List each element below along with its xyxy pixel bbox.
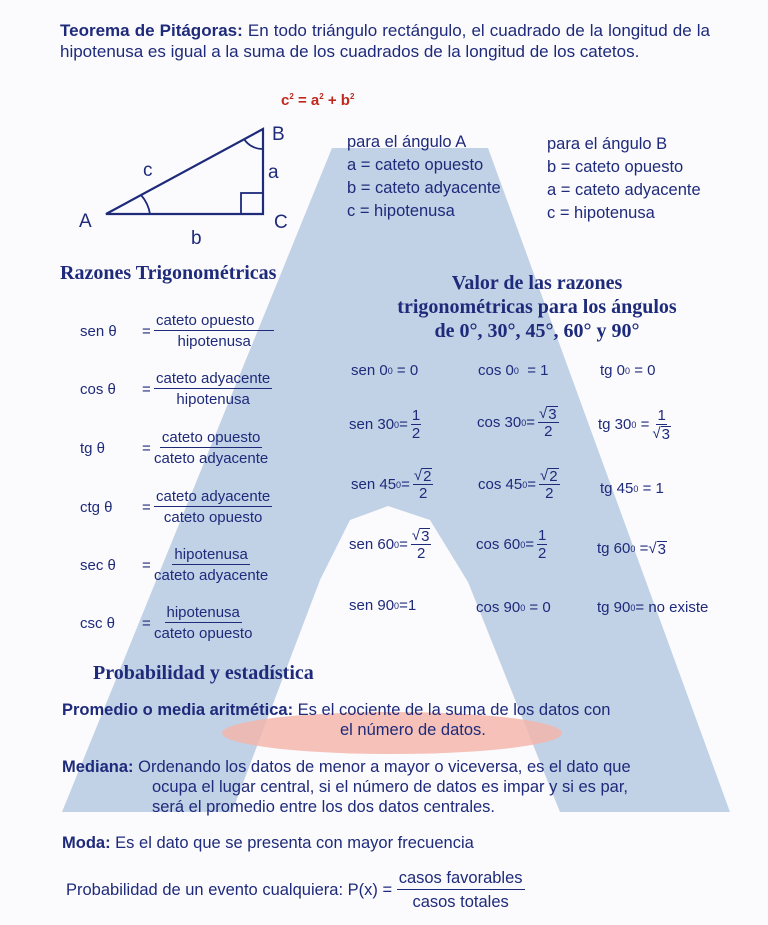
valores-heading: Valor de las razones trigonométricas para los ángulos de 0°, 30°, 45°, 60° y 90° [397, 272, 677, 342]
pythagoras-formula: $c^2 = a^2 + b^2$ [281, 92, 355, 109]
vertex-c-label: C [274, 212, 288, 233]
vertex-a-label: A [79, 211, 92, 232]
val-cos-30: cos 30 0 = √ 3 2 [477, 405, 557, 440]
val-tg-90: tg 90 0 = no existe [597, 599, 709, 616]
side-b-label: b [191, 228, 202, 249]
razones-heading: Razones Trigonométricas [60, 262, 277, 284]
val-tg-60: tg 60 0 = √ 3 [597, 540, 666, 558]
ratio-cos: cos θ = $\frac{\text{cateto adyacente}}{\text{hipotenusa}}$ [80, 370, 271, 408]
pythagoras-text: En todo triángulo rectángulo, el cuadrado de la longitud de la hipotenusa es igual a la suma de los cuadrados de la longitud de los catetos. [60, 21, 710, 61]
ratio-sen: sen θ = $\frac{\text{cateto opuesto}}{\text{hipotenusa}}$ [80, 312, 274, 350]
probabilidad-formula: Probabilidad de un evento cualquiera: P(x) = $\frac{\text{casos favorables}}{\text{casos totales}}$ [66, 869, 523, 911]
val-cos-90: cos 90 0 = 0 [476, 599, 551, 616]
val-sen-45: sen 45 0 = √ 2 2 [351, 467, 432, 502]
vertex-b-label: B [272, 124, 285, 145]
val-cos-45: cos 45 0 = √ 2 2 [478, 467, 558, 502]
val-tg-0: tg 0 0 = 0 [600, 362, 656, 379]
angle-a-definitions: para el ángulo A a = cateto opuesto b = cateto adyacente c = hipotenusa [347, 133, 501, 220]
val-cos-0: cos 0 0 = 1 [478, 362, 549, 379]
ratio-sec: sec θ = $\frac{\text{hipotenusa}}{\text{cateto adyacente}}$ [80, 546, 269, 584]
ratio-ctg: ctg θ = $\frac{\text{cateto adyacente}}{\text{cateto opuesto}}$ [80, 488, 271, 526]
side-a-label: a [268, 162, 279, 183]
side-c-label: c [143, 160, 153, 181]
probabilidad-heading: Probabilidad y estadística [93, 662, 314, 684]
media-definition: Promedio o media aritmética: Es el cociente de la suma de los datos con [62, 701, 611, 719]
mediana-definition-cont-1: ocupa el lugar central, si el número de datos es impar y si es par, [152, 778, 628, 796]
pythagoras-title: Teorema de Pitágoras: [60, 21, 243, 40]
mediana-definition: Mediana: Ordenando los datos de menor a mayor o viceversa, es el dato que [62, 758, 631, 776]
ratio-tg: tg θ = $\frac{\text{cateto opuesto}}{\text{cateto adyacente}}$ [80, 429, 269, 467]
val-cos-60: cos 60 0 = $\frac{1}{2}$ [476, 527, 547, 562]
val-tg-30: tg 30 0 = 1 √ 3 [598, 407, 670, 443]
ratio-csc: csc θ = $\frac{\text{hipotenusa}}{\text{cateto opuesto}}$ [80, 604, 253, 642]
angle-b-definitions: para el ángulo B b = cateto opuesto a = cateto adyacente c = hipotenusa [547, 135, 701, 222]
val-sen-0: sen 0 0 = 0 [351, 362, 419, 379]
val-tg-45: tg 45 0 = 1 [600, 480, 664, 497]
moda-definition: Moda: Es el dato que se presenta con mayor frecuencia [62, 834, 474, 852]
mediana-definition-cont-2: será el promedio entre los dos datos centrales. [152, 798, 496, 816]
val-sen-30: sen 30 0 = $\frac{1}{2}$ [349, 407, 421, 442]
val-sen-60: sen 60 0 = √ 3 2 [349, 527, 430, 562]
val-sen-90: sen 90 0 = 1 [349, 597, 417, 614]
media-definition-cont: el número de datos. [340, 721, 486, 739]
